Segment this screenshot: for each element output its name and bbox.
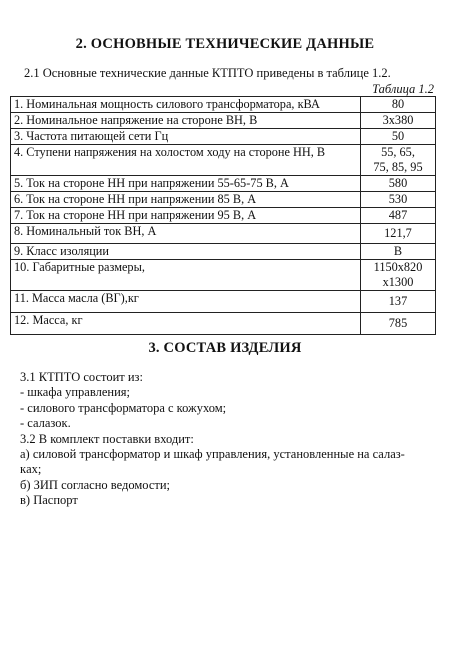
param-cell: 10. Габаритные размеры, bbox=[11, 260, 361, 291]
section-2-intro: 2.1 Основные технические данные КТПТО приведены в таблице 1.2. bbox=[24, 66, 391, 80]
body-line: а) силовой трансформатор и шкаф управления, установленные на салаз- bbox=[20, 447, 405, 462]
table-row bbox=[11, 176, 436, 192]
table-row bbox=[11, 208, 436, 224]
param-cell: 11. Масса масла (ВГ),кг bbox=[11, 291, 361, 313]
body-line: б) ЗИП согласно ведомости; bbox=[20, 477, 171, 492]
table-row bbox=[11, 291, 436, 313]
value-cell: 530 bbox=[361, 192, 436, 208]
value-cell: 487 bbox=[361, 208, 436, 224]
param-cell: 2. Номинальное напряжение на стороне ВН, В bbox=[11, 113, 361, 129]
param-cell: 9. Класс изоляции bbox=[11, 244, 361, 260]
value-cell: 580 bbox=[361, 176, 436, 192]
value-cell: В bbox=[361, 244, 436, 260]
table-row bbox=[11, 313, 436, 335]
table-row bbox=[11, 113, 436, 129]
param-cell: 7. Ток на стороне НН при напряжении 95 В, А bbox=[11, 208, 361, 224]
param-cell: 4. Ступени напряжения на холостом ходу на стороне НН, В bbox=[11, 145, 361, 176]
body-line: 3.1 КТПТО состоит из: bbox=[20, 370, 143, 384]
table-row bbox=[11, 244, 436, 260]
table-row bbox=[11, 260, 436, 291]
value-cell: 1150x820 x1300 bbox=[361, 260, 436, 291]
table-row bbox=[11, 224, 436, 244]
body-line: - силового трансформатора с кожухом; bbox=[20, 400, 227, 415]
technical-data-table bbox=[10, 96, 436, 335]
section-2-heading: 2. ОСНОВНЫЕ ТЕХНИЧЕСКИЕ ДАННЫЕ bbox=[75, 36, 375, 52]
param-cell: 5. Ток на стороне НН при напряжении 55-65-75 В, А bbox=[11, 176, 361, 192]
param-cell: 1. Номинальная мощность силового трансформатора, кВА bbox=[11, 97, 361, 113]
body-line: 3.2 В комплект поставки входит: bbox=[20, 431, 194, 446]
value-cell: 55, 65, 75, 85, 95 bbox=[361, 145, 436, 176]
body-line: - салазок. bbox=[20, 416, 71, 431]
table-row bbox=[11, 97, 436, 113]
table-row bbox=[11, 129, 436, 145]
section-3-heading: 3. СОСТАВ ИЗДЕЛИЯ bbox=[148, 340, 302, 356]
param-cell: 8. Номинальный ток ВН, А bbox=[11, 224, 361, 244]
value-cell: 785 bbox=[361, 313, 436, 335]
value-cell: 80 bbox=[361, 97, 436, 113]
table-row bbox=[11, 145, 436, 176]
body-line: в) Паспорт bbox=[20, 493, 78, 508]
table-caption: Таблица 1.2 bbox=[372, 82, 434, 96]
value-cell: 121,7 bbox=[361, 224, 436, 244]
value-cell: 3x380 bbox=[361, 113, 436, 129]
value-cell: 137 bbox=[361, 291, 436, 313]
param-cell: 6. Ток на стороне НН при напряжении 85 В, А bbox=[11, 192, 361, 208]
section-3-body bbox=[20, 370, 430, 509]
param-cell: 3. Частота питающей сети Гц bbox=[11, 129, 361, 145]
body-line: кax; bbox=[20, 462, 42, 477]
body-line: - шкафа управления; bbox=[20, 385, 130, 400]
param-cell: 12. Масса, кг bbox=[11, 313, 361, 335]
value-cell: 50 bbox=[361, 129, 436, 145]
table-row bbox=[11, 192, 436, 208]
